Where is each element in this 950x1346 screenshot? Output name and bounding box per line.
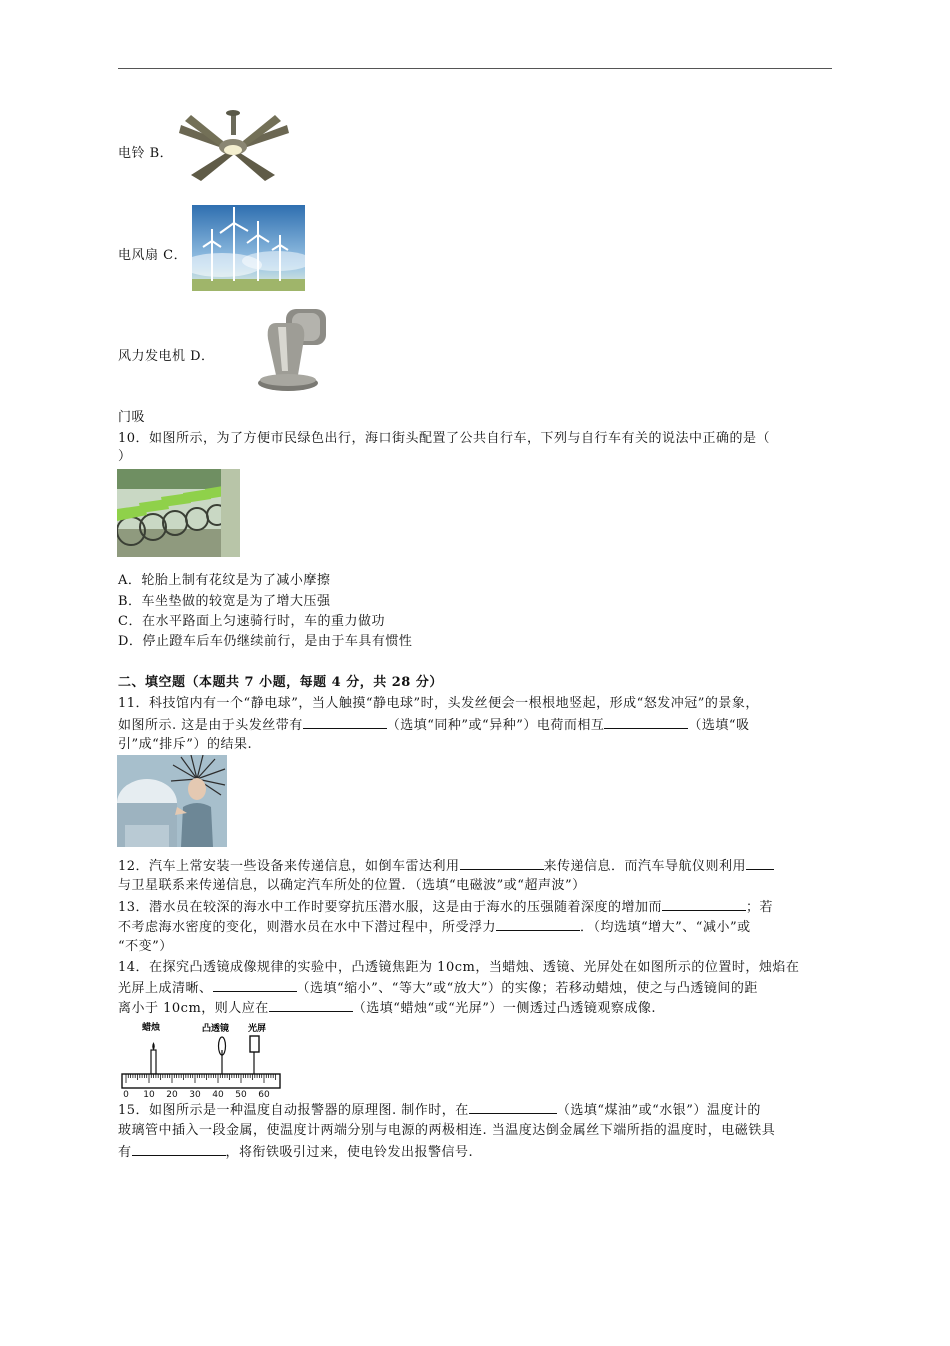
flame-icon [152, 1042, 155, 1050]
wind-turbine-image [192, 205, 305, 291]
q15-blank-2 [132, 1143, 226, 1156]
q15-text-a: 15．如图所示是一种温度自动报警器的原理图. 制作时，在 [118, 1103, 469, 1118]
fig-label-screen: 光屏 [248, 1024, 267, 1034]
q15-line3 [118, 1143, 473, 1162]
bicycles-image [117, 469, 240, 557]
q15-text-b: （选填“煤油”或“水银”）温度计的 [556, 1103, 761, 1118]
ruler-tick-label: 10 [143, 1090, 155, 1100]
ruler-tick-labels [123, 1090, 270, 1100]
q12-blank-2 [746, 857, 774, 870]
q14-line3 [118, 999, 656, 1018]
q12-text-b: 来传递信息．而汽车导航仪则利用 [543, 859, 747, 874]
ruler-tick-label: 0 [123, 1090, 129, 1100]
q12-line1 [118, 857, 774, 876]
q11-text-b: （选填“同种”或“异种”）电荷而相互 [386, 718, 605, 733]
q10-option-c: C．在水平路面上匀速骑行时，车的重力做功 [118, 614, 385, 629]
ruler-tick-label: 20 [166, 1090, 178, 1100]
q13-line1 [118, 898, 773, 917]
q11-text-c: （选填“吸 [688, 718, 750, 733]
q14-text-c: 离小于 10cm，则人应在 [118, 1001, 269, 1016]
q10-stem-end: ） [118, 449, 132, 464]
q14-text-b: （选填“缩小”、“等大”或“放大”）的实像；若移动蜡烛，使之与凸透镜间的距 [296, 981, 758, 996]
q14-text-d: （选填“蜡烛“或“光屏”）一侧透过凸透镜观察成像. [352, 1001, 657, 1016]
door-stopper-image [246, 305, 336, 393]
q13-text-d: ．（均选填“增大”、“减小”或 [580, 920, 751, 935]
option-c-label: 电风扇 C． [118, 248, 188, 263]
candle-icon [151, 1050, 156, 1074]
ceiling-fan-image [177, 103, 290, 188]
ruler-tick-label: 40 [212, 1090, 224, 1100]
q13-blank-2 [496, 918, 580, 931]
q12-text-a: 12．汽车上常安装一些设备来传递信息，如倒车雷达利用 [118, 859, 460, 874]
q14-text-a: 光屏上成清晰、 [118, 981, 213, 996]
q14-line1: 14．在探究凸透镜成像规律的实验中，凸透镜焦距为 10cm，当蜡烛、透镜、光屏处在如图所示的位置时，烛焰在 [118, 960, 800, 975]
q12-blank-1 [460, 857, 544, 870]
section2-title: 二、填空题（本题共 7 小题，每题 4 分，共 28 分） [118, 675, 443, 690]
light-screen-icon [250, 1036, 259, 1052]
q11-blank-2 [604, 716, 688, 729]
q10-option-d: D．停止蹬车后车仍继续前行，是由于车具有惯性 [118, 634, 413, 649]
q15-line2: 玻璃管中插入一段金属，使温度计两端分别与电源的两极相连. 当温度达倒金属丝下端所指的温度时，电磁铁具 [118, 1123, 776, 1138]
q13-text-a: 13．潜水员在较深的海水中工作时要穿抗压潜水服，这是由于海水的压强随着深度的增加而 [118, 900, 663, 915]
q10-option-a: A．轮胎上制有花纹是为了减小摩擦 [118, 573, 331, 588]
ruler-bar [122, 1074, 280, 1088]
ruler-tick-label: 50 [235, 1090, 247, 1100]
q13-text-c: 不考虑海水密度的变化，则潜水员在水中下潜过程中，所受浮力 [118, 920, 497, 935]
ruler-tick-label: 30 [189, 1090, 201, 1100]
option-b-label: 电铃 B． [118, 146, 174, 161]
q15-text-c: 有 [118, 1145, 132, 1160]
option-d-caption: 门吸 [118, 410, 146, 425]
q14-blank-1 [213, 979, 297, 992]
q11-text-a: 如图所示. 这是由于头发丝带有 [118, 718, 303, 733]
q13-line3: “不变”） [118, 939, 173, 954]
q13-line2 [118, 918, 751, 937]
q10-stem: 10．如图所示，为了方便市民绿色出行，海口街头配置了公共自行车，下列与自行车有关的说法中正确的是（ [118, 431, 771, 446]
fig-label-candle: 蜡烛 [142, 1023, 161, 1033]
q11-line2 [118, 716, 750, 735]
q15-line1 [118, 1101, 761, 1120]
option-d-label: 风力发电机 D． [118, 349, 215, 364]
q13-blank-1 [662, 898, 746, 911]
q14-line2 [118, 979, 758, 998]
ruler-tick-label: 60 [258, 1090, 270, 1100]
q11-line3: 引”成“排斥”）的结果. [118, 737, 253, 752]
header-rule [118, 68, 832, 69]
q14-blank-2 [269, 999, 353, 1012]
q13-text-b: ；若 [746, 900, 774, 915]
static-ball-image [117, 755, 227, 847]
fig-label-lens: 凸透镜 [202, 1024, 230, 1034]
q15-blank-1 [469, 1101, 557, 1114]
q11-blank-1 [303, 716, 387, 729]
q12-line2: 与卫星联系来传递信息，以确定汽车所处的位置．（选填“电磁波”或“超声波”） [118, 878, 586, 893]
q15-text-d: ，将衔铁吸引过来，使电铃发出报警信号. [225, 1145, 474, 1160]
q10-option-b: B．车坐垫做的较宽是为了增大压强 [118, 594, 331, 609]
q11-line1: 11．科技馆内有一个“静电球”，当人触摸“静电球”时，头发丝便会一根根地竖起，形成“怒发冲冠”的景象， [118, 696, 759, 711]
optical-bench-figure [118, 1020, 284, 1100]
